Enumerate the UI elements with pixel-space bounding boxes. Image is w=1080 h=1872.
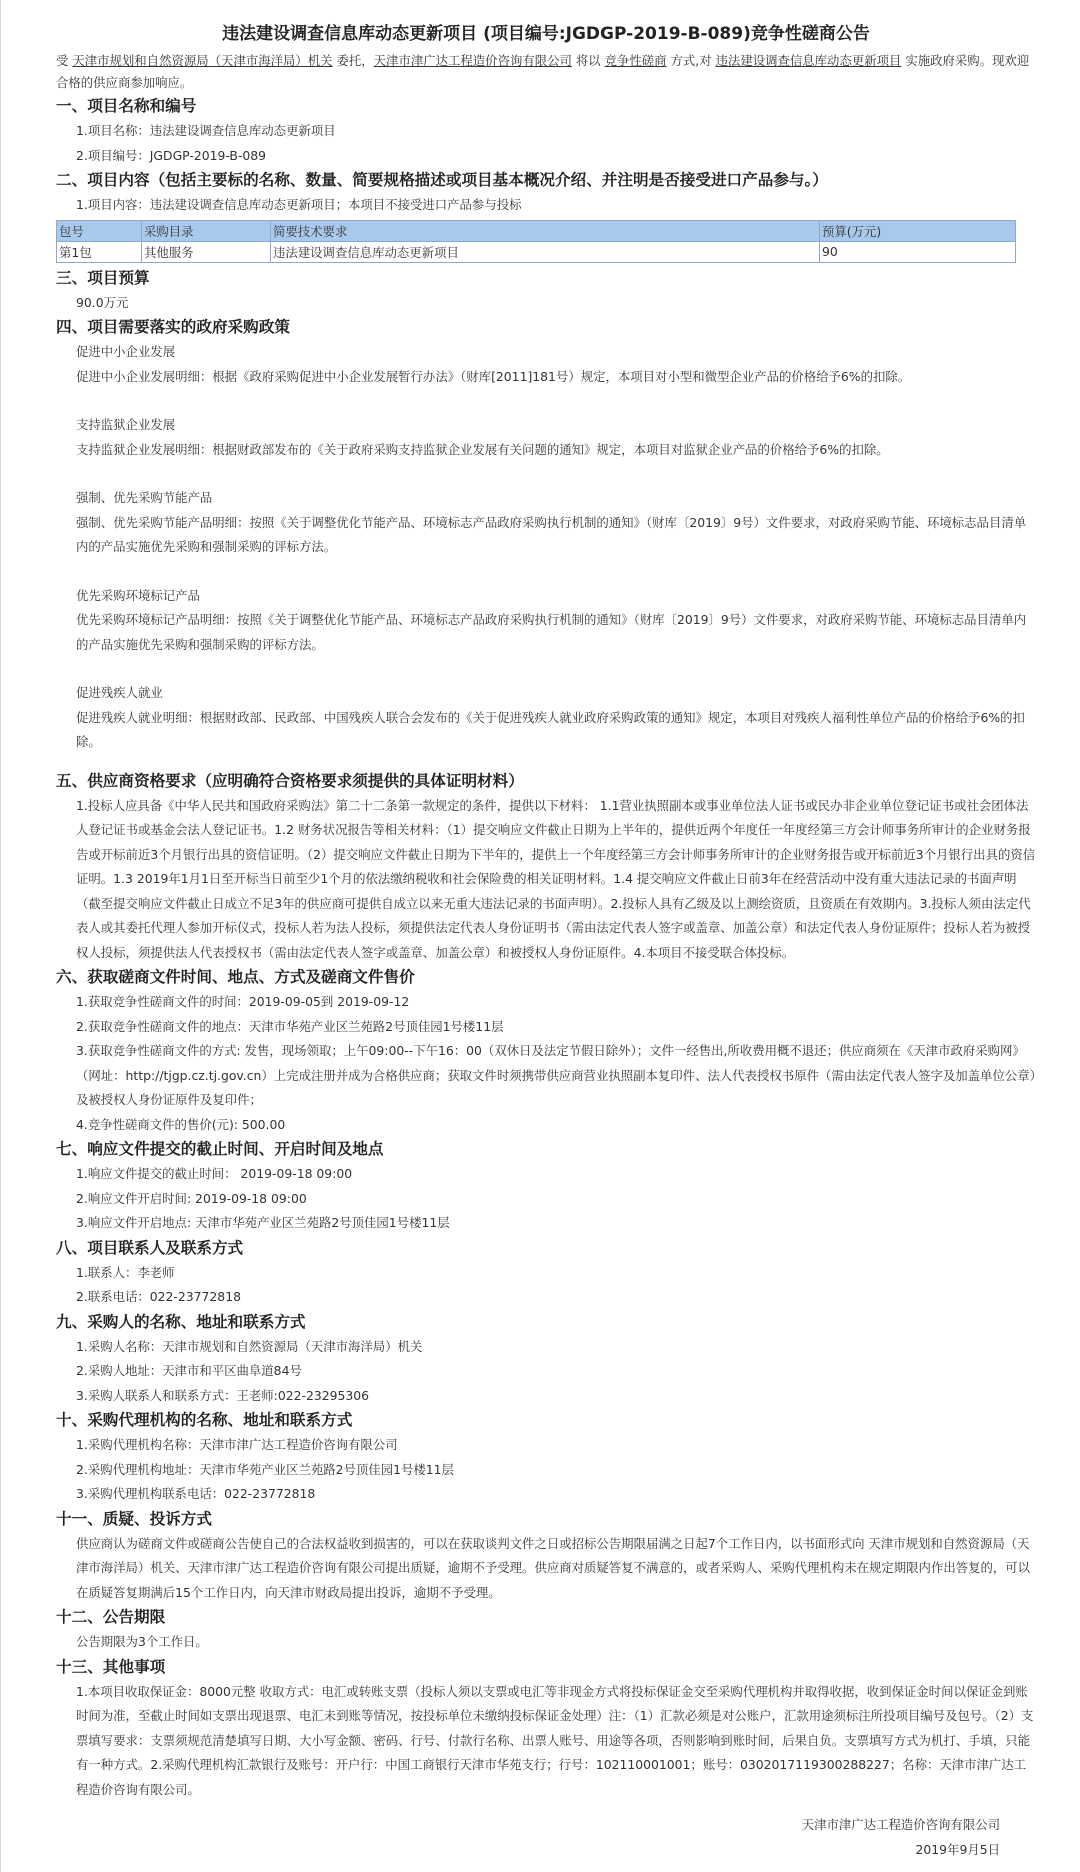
- section-heading-12: 十二、公告期限: [56, 1608, 166, 1626]
- table-header-cell: 包号: [57, 220, 142, 241]
- section-7-line: 1.响应文件提交的截止时间： 2019-09-18 09:00: [76, 1166, 353, 1181]
- signature-date: 2019年9月5日: [915, 1842, 1000, 1857]
- budget-value: 90.0万元: [76, 294, 129, 310]
- notice-period: 公告期限为3个工作日。: [76, 1634, 208, 1649]
- section-2-line: 1.项目内容：违法建设调查信息库动态更新项目；本项目不接受进口产品参与投标: [76, 197, 522, 212]
- section-heading-2: 二、项目内容（包括主要标的名称、数量、简要规格描述或项目基本概况介绍、并注明是否接受进口产品参与。）: [56, 171, 828, 189]
- section-heading-9: 九、采购人的名称、地址和联系方式: [56, 1312, 306, 1331]
- policy-detail: 促进中小企业发展明细：根据《政府采购促进中小企业发展暂行办法》（财库[2011]181号）规定，本项目对小型和微型企业产品的价格给予6%的扣除。: [76, 368, 911, 384]
- table-row: [57, 241, 1016, 262]
- agency-address-line: 2.采购代理机构地址：天津市华苑产业区兰苑路2号顶佳园1号楼11层: [76, 1461, 454, 1477]
- spacer: [56, 462, 1036, 486]
- intro-text: 实施政府采购。现欢迎合格的供应商参加响应。: [56, 53, 1030, 90]
- spacer: [56, 755, 1036, 769]
- page-title: 违法建设调查信息库动态更新项目 (项目编号:JGDGP-2019-B-089)竞争性磋商公告: [222, 24, 870, 44]
- section-6-line: 4.竞争性磋商文件的售价(元): 500.00: [76, 1116, 286, 1132]
- table-cell: 第1包: [57, 241, 142, 262]
- buyer-name: 天津市规划和自然资源局（天津市海洋局）机关: [72, 53, 333, 68]
- section-1-line: 1.项目名称：违法建设调查信息库动态更新项目: [76, 123, 336, 138]
- policy-title: 促进中小企业发展: [76, 344, 176, 359]
- policy-detail: 支持监狱企业发展明细：根据财政部发布的《关于政府采购支持监狱企业发展有关问题的通知》规定，本项目对监狱企业产品的价格给予6%的扣除。: [76, 441, 889, 457]
- buyer-contact-line: 3.采购人联系人和联系方式：王老师:022-23295306: [76, 1387, 370, 1403]
- section-6-line: 3.获取竞争性磋商文件的方式: 发售，现场领取；上午09:00--下午16：00（双休日及法定节假日除外）；文件一经售出,所收费用概不退还；供应商须在《天津市政府采购网》（网址：http://tjgp.cz.tj.gov.cn）上完成注册并成为合格供应商；获取文件时须携带供应商营业执照副本复印件、法人代表授权书原件（需由法定代表人签字及加盖单位公章）及被授权人身份证原件及复印件；: [76, 1043, 1036, 1107]
- policy-title: 优先采购环境标记产品: [76, 587, 200, 603]
- table-header-cell: 简要技术要求: [271, 220, 820, 241]
- table-cell: 其他服务: [142, 241, 271, 262]
- section-7-line: 3.响应文件开启地点: 天津市华苑产业区兰苑路2号顶佳园1号楼11层: [76, 1215, 450, 1230]
- package-table: [56, 220, 1016, 263]
- other-matters-text: 1.本项目收取保证金：8000元整 收取方式：电汇或转账支票（投标人须以支票或电汇等非现金方式将投标保证金交至采购代理机构并取得收据，收到保证金时间以保证金到账时间为准，至截止时间如支票出现退票、电汇未到账等情况，按投标单位未缴纳投标保证金处理）注：（1）汇款必须是对公账户，汇款用途须标注所投项目编号及包号。（2）支票填写要求：支票须规范清楚填写日期、大小写金额、密码、行号、付款行名称、出票人账号、用途等各项，否则影响到账时间，后果自负。支票填写方式为机打、手填，只能有一种方式。2.采购代理机构汇款银行及账号：开户行：中国工商银行天津市华苑支行；行号：102110001001；账号：0302017119300288227；名称：天津市津广达工程造价咨询有限公司。: [76, 1683, 1034, 1797]
- section-heading-13: 十三、其他事项: [56, 1657, 166, 1676]
- spacer: [56, 657, 1036, 681]
- section-heading-1: 一、项目名称和编号: [56, 97, 197, 115]
- qualification-text: 1.投标人应具备《中华人民共和国政府采购法》第二十二条第一款规定的条件，提供以下材料： 1.1营业执照副本或事业单位法人证书或民办非企业单位登记证书或社会团体法人登记证书或基金会法人登记证书。1.2 财务状况报告等相关材料：（1）提交响应文件截止日期为上半年的，提供近两个年度任一年度经第三方会计师事务所审计的企业财务报告或开标前近3个月银行出具的资信证明。（2）提交响应文件截止日期为下半年的，提供上一个年度经第三方会计师事务所审计的企业财务报告或开标前近3个月银行出具的资信证明。1.3 2019年1月1日至开标当日前至少1个月的依法缴纳税收和社会保险费的相关证明材料。1.4 提交响应文件截止日前3年在经营活动中没有重大违法记录的书面声明（截至提交响应文件截止日成立不足3年的供应商可提供自成立以来无重大违法记录的书面声明）。2.投标人具有乙级及以上测绘资质，且资质在有效期内。3.投标人须由法定代表人或其委托代理人参加开标仪式，投标人若为法人投标，须提供法定代表人身份证明书（需由法定代表人签字或盖章、加盖公章）和法定代表人身份证原件；投标人若为被授权人投标，须提供法人代表授权书（需由法定代表人签字或盖章、加盖公章）和被授权人身份证原件。4.本项目不接受联合体投标。: [76, 797, 1036, 960]
- policy-detail: 促进残疾人就业明细：根据财政部、民政部、中国残疾人联合会发布的《关于促进残疾人就业政府采购政策的通知》规定，本项目对残疾人福利性单位产品的价格给予6%的扣除。: [76, 709, 1025, 749]
- agency-name: 天津市津广达工程造价咨询有限公司: [373, 53, 572, 68]
- signature-org: 天津市津广达工程造价咨询有限公司: [801, 1817, 1000, 1832]
- policy-title: 强制、优先采购节能产品: [76, 490, 213, 505]
- section-heading-7: 七、响应文件提交的截止时间、开启时间及地点: [56, 1140, 384, 1158]
- buyer-name-line: 1.采购人名称：天津市规划和自然资源局（天津市海洋局）机关: [76, 1338, 423, 1354]
- procurement-method: 竞争性磋商: [604, 53, 667, 68]
- project-name: 违法建设调查信息库动态更新项目: [715, 53, 902, 68]
- policy-detail: 强制、优先采购节能产品明细：按照《关于调整优化节能产品、环境标志产品政府采购执行机制的通知》（财库〔2019〕9号）文件要求，对政府采购节能、环境标志品目清单内的产品实施优先采购和强制采购的评标方法。: [76, 514, 1027, 554]
- spacer: [56, 560, 1036, 584]
- spacer: [56, 1802, 1036, 1812]
- agency-name-line: 1.采购代理机构名称：天津市津广达工程造价咨询有限公司: [76, 1437, 398, 1452]
- spacer: [56, 389, 1036, 413]
- policy-title: 支持监狱企业发展: [76, 417, 176, 432]
- section-heading-3: 三、项目预算: [56, 268, 150, 287]
- table-cell: 90: [820, 241, 1016, 262]
- buyer-address-line: 2.采购人地址：天津市和平区曲阜道84号: [76, 1363, 302, 1378]
- agency-phone-line: 3.采购代理机构联系电话：022-23772818: [76, 1486, 316, 1501]
- table-header-row: [57, 220, 1016, 241]
- section-heading-8: 八、项目联系人及联系方式: [56, 1238, 244, 1257]
- contact-person: 1.联系人：李老师: [76, 1264, 175, 1280]
- section-6-line: 2.获取竞争性磋商文件的地点：天津市华苑产业区兰苑路2号顶佳园1号楼11层: [76, 1018, 504, 1034]
- section-heading-5: 五、供应商资格要求（应明确符合资格要求须提供的具体证明材料）: [56, 771, 524, 790]
- intro-text: 将以: [571, 53, 605, 68]
- intro-text: 委托，: [332, 53, 374, 68]
- table-cell: 违法建设调查信息库动态更新项目: [271, 241, 820, 262]
- section-heading-11: 十一、质疑、投诉方式: [56, 1509, 212, 1528]
- section-6-line: 1.获取竞争性磋商文件的时间：2019-09-05到 2019-09-12: [76, 994, 410, 1009]
- policy-detail: 优先采购环境标记产品明细：按照《关于调整优化节能产品、环境标志产品政府采购执行机制的通知》（财库〔2019〕9号）文件要求，对政府采购节能、环境标志品目清单内的产品实施优先采购和强制采购的评标方法。: [76, 612, 1027, 652]
- section-7-line: 2.响应文件开启时间: 2019-09-18 09:00: [76, 1190, 307, 1206]
- section-1-line: 2.项目编号：JGDGP-2019-B-089: [76, 147, 267, 163]
- complaint-text: 供应商认为磋商文件或磋商公告使自己的合法权益收到损害的，可以在获取谈判文件之日或招标公告期限届满之日起7个工作日内，以书面形式向 天津市规划和自然资源局（天津市海洋局）机关、天津市津广达工程造价咨询有限公司提出质疑，逾期不予受理。供应商对质疑答复不满意的，或者采购人、采购代理机构未在规定期限内作出答复的，可以在质疑答复期满后15个工作日内，向天津市财政局提出投诉，逾期不予受理。: [76, 1535, 1031, 1600]
- intro-text: 方式,对: [666, 53, 716, 68]
- section-heading-6: 六、获取磋商文件时间、地点、方式及磋商文件售价: [56, 968, 415, 986]
- table-header-cell: 预算(万元): [820, 220, 1016, 241]
- section-heading-4: 四、项目需要落实的政府采购政策: [56, 318, 290, 336]
- intro-text: 受: [56, 53, 73, 68]
- table-header-cell: 采购目录: [142, 220, 271, 241]
- contact-phone: 2.联系电话：022-23772818: [76, 1289, 241, 1304]
- intro-paragraph: [56, 50, 1036, 94]
- section-heading-10: 十、采购代理机构的名称、地址和联系方式: [56, 1411, 353, 1429]
- policy-title: 促进残疾人就业: [76, 685, 163, 700]
